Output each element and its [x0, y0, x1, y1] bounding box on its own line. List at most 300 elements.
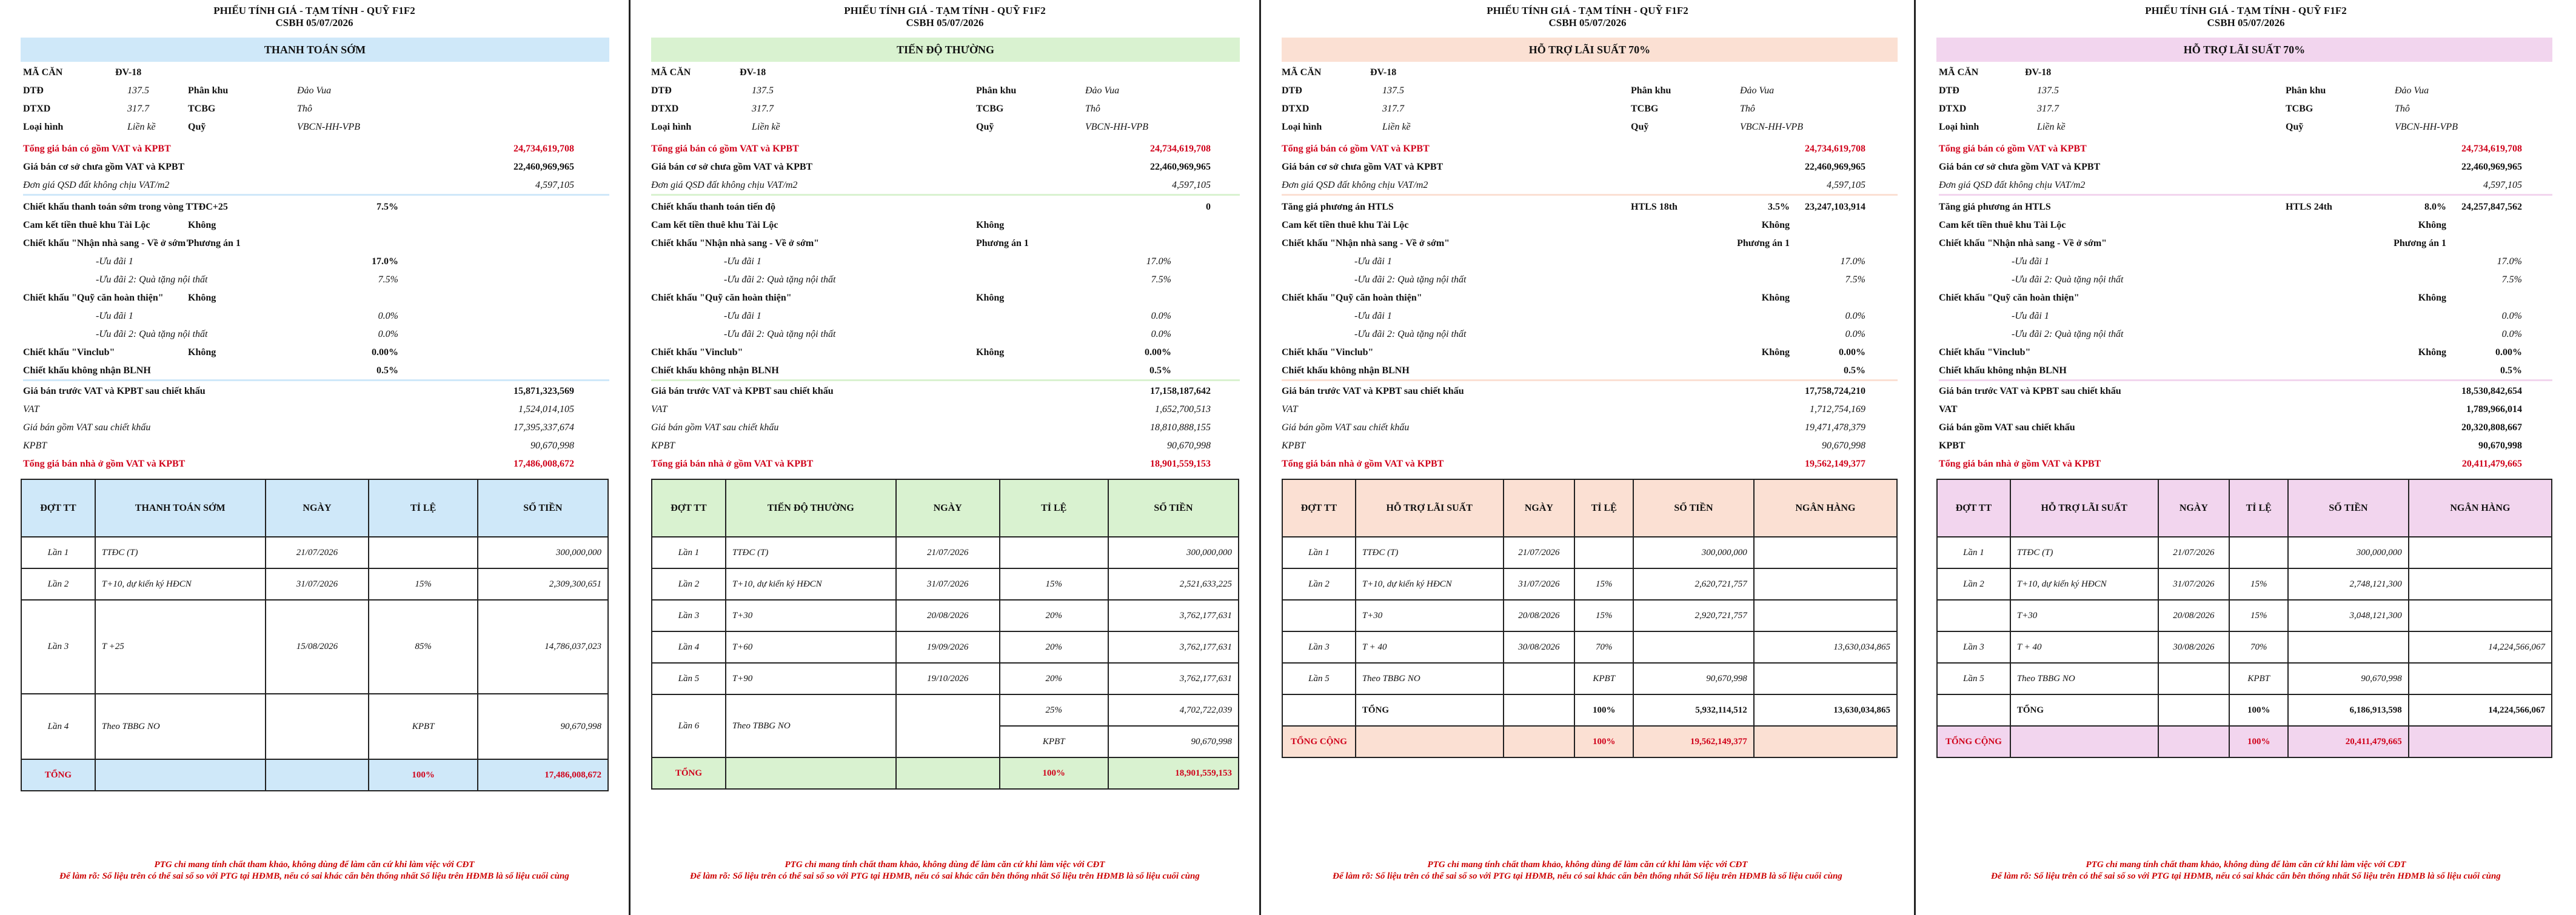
p2-option: Không — [976, 220, 1005, 230]
info-value-2: VBCN-HH-VPB — [2395, 122, 2458, 132]
payment-schedule-table — [1936, 479, 2552, 758]
info-value: ĐV-18 — [740, 67, 766, 78]
info-row — [1261, 82, 1914, 99]
divider — [1282, 379, 1898, 381]
p2-label: Chiết khấu "Vinclub" — [651, 347, 743, 358]
info-row — [0, 64, 629, 81]
table-row — [1937, 663, 2552, 694]
p2-label: Chiết khấu "Vinclub" — [23, 347, 115, 358]
info-label: DTXD — [651, 104, 679, 114]
table-cell: T + 40 — [1356, 631, 1504, 663]
table-cell: 19/09/2026 — [896, 631, 1000, 663]
table-cell — [2409, 663, 2552, 694]
p2-amount: 23,247,103,914 — [1805, 202, 1865, 212]
column-header: TIẾN ĐỘ THƯỜNG — [726, 479, 896, 537]
p1-label: Tổng giá bán có gồm VAT và KPBT — [1939, 144, 2087, 154]
p3-row — [631, 438, 1259, 454]
column-header: SỐ TIỀN — [1108, 479, 1239, 537]
p1-amount: 24,734,619,708 — [1805, 144, 1865, 154]
table-cell: Theo TBBG NO — [1356, 663, 1504, 694]
p1-row — [631, 141, 1259, 158]
p1-row — [1916, 177, 2576, 194]
p1-amount: 4,597,105 — [2483, 180, 2522, 190]
total-cell: TỔNG — [21, 759, 95, 791]
info-label: DTĐ — [1939, 85, 1959, 96]
p2-label: -Ưu đãi 2: Quà tặng nội thất — [96, 329, 208, 339]
info-label-2: Quỹ — [188, 122, 206, 132]
table-cell: 14,224,566,067 — [2409, 631, 2552, 663]
p3-amount: 90,670,998 — [2478, 441, 2522, 451]
info-label: DTĐ — [651, 85, 672, 96]
p2-row — [631, 290, 1259, 307]
info-value-2: Thô — [2395, 104, 2410, 114]
p2-label: -Ưu đãi 2: Quà tặng nội thất — [1354, 274, 1467, 285]
p3-label: VAT — [1282, 404, 1298, 414]
p2-label: Chiết khấu "Nhận nhà sang - Về ở sớm" — [1939, 238, 2107, 248]
p2-row — [631, 326, 1259, 343]
p2-row — [1261, 199, 1914, 216]
total-cell: 17,486,008,672 — [478, 759, 608, 791]
p2-rate: 0.5% — [1149, 365, 1171, 376]
p3-label: Tổng giá bán nhà ở gồm VAT và KPBT — [1282, 459, 1444, 469]
p3-label: Giá bán gồm VAT sau chiết khấu — [23, 422, 151, 433]
p2-rate: 0.00% — [1145, 347, 1171, 358]
table-cell: 70% — [1574, 631, 1633, 663]
info-label-2: TCBG — [976, 104, 1004, 114]
p2-label: Chiết khấu "Nhận nhà sang - Về ở sớm" — [1282, 238, 1450, 248]
p2-amount: 0.0% — [2501, 311, 2522, 321]
table-cell: Lần 2 — [1937, 568, 2010, 600]
p1-label: Tổng giá bán có gồm VAT và KPBT — [1282, 144, 1430, 154]
p2-row — [0, 217, 629, 234]
table-cell — [2158, 694, 2230, 726]
info-value: 137.5 — [2037, 85, 2059, 96]
table-cell: 30/08/2026 — [1504, 631, 1575, 663]
table-cell — [896, 694, 1000, 757]
info-value-2: Đảo Vua — [1085, 85, 1120, 96]
sheet-subtitle: CSBH 05/07/2026 — [2207, 17, 2285, 28]
disclaimer — [1916, 859, 2576, 882]
table-cell: 20% — [1000, 600, 1108, 631]
table-cell: 2,521,633,225 — [1108, 568, 1239, 600]
info-label-2: Phân khu — [1631, 85, 1671, 96]
info-value-2: Thô — [1740, 104, 1755, 114]
p3-label: Giá bán trước VAT và KPBT sau chiết khấu — [1282, 386, 1464, 396]
p3-row — [1916, 438, 2576, 454]
info-row — [1916, 82, 2576, 99]
p3-amount: 1,524,014,105 — [518, 404, 574, 414]
p2-row — [1261, 217, 1914, 234]
p3-label: KPBT — [651, 441, 675, 451]
p1-label: Giá bán cơ sở chưa gồm VAT và KPBT — [1282, 162, 1444, 172]
column-header: ĐỢT TT — [1282, 479, 1356, 537]
info-value: 137.5 — [752, 85, 774, 96]
p2-row — [1916, 290, 2576, 307]
sheet-title: PHIẾU TÍNH GIÁ - TẠM TÍNH - QUỸ F1F2 — [213, 5, 415, 16]
info-value: ĐV-18 — [1370, 67, 1397, 78]
p3-label: VAT — [651, 404, 667, 414]
p2-rate: 0.00% — [372, 347, 398, 358]
total-cell — [1356, 726, 1504, 757]
info-label: DTXD — [23, 104, 51, 114]
table-cell: 21/07/2026 — [896, 537, 1000, 568]
table-cell: 15% — [2229, 600, 2288, 631]
table-cell: 15% — [1574, 568, 1633, 600]
info-label-2: TCBG — [2286, 104, 2313, 114]
column-header: NGÂN HÀNG — [1754, 479, 1897, 537]
p2-row — [1261, 326, 1914, 343]
table-cell: 13,630,034,865 — [1754, 631, 1897, 663]
table-cell — [1574, 537, 1633, 568]
info-label: DTĐ — [1282, 85, 1302, 96]
total-cell: 100% — [369, 759, 477, 791]
table-cell: T+10, dự kiến ký HĐCN — [726, 568, 896, 600]
p2-amount: 0.0% — [1845, 311, 1865, 321]
table-cell: 90,670,998 — [478, 694, 608, 759]
info-label: Loại hình — [1282, 122, 1322, 132]
p2-rate: Phương án 1 — [2394, 238, 2446, 248]
p3-row — [0, 456, 629, 473]
p3-row — [1261, 456, 1914, 473]
info-value: Liền kề — [2037, 122, 2066, 132]
p3-row — [1261, 401, 1914, 418]
table-cell: TỔNG — [1356, 694, 1504, 726]
table-header-row — [1937, 479, 2552, 537]
p3-amount: 90,670,998 — [1167, 441, 1211, 451]
info-label: DTXD — [1939, 104, 1967, 114]
table-row — [1282, 631, 1897, 663]
info-value: 137.5 — [127, 85, 149, 96]
table-row — [652, 663, 1239, 694]
p2-row — [631, 271, 1259, 288]
p3-amount: 90,670,998 — [1822, 441, 1865, 451]
table-cell: 19/10/2026 — [896, 663, 1000, 694]
table-cell: KPBT — [2229, 663, 2288, 694]
p1-label: Giá bán cơ sở chưa gồm VAT và KPBT — [23, 162, 185, 172]
p3-amount: 90,670,998 — [530, 441, 574, 451]
p3-row — [1916, 401, 2576, 418]
p3-amount: 19,562,149,377 — [1805, 459, 1865, 469]
table-cell: 25% — [1000, 694, 1108, 726]
p2-label: Cam kết tiền thuê khu Tài Lộc — [651, 220, 778, 230]
p2-label: -Ưu đãi 2: Quà tặng nội thất — [1354, 329, 1467, 339]
table-row — [1282, 694, 1897, 726]
column-header: NGÀY — [266, 479, 369, 537]
info-row — [1261, 101, 1914, 118]
total-cell — [896, 757, 1000, 789]
info-value: 137.5 — [1382, 85, 1404, 96]
total-cell — [95, 759, 266, 791]
p3-amount: 17,486,008,672 — [514, 459, 574, 469]
table-cell — [1754, 663, 1897, 694]
p3-amount: 19,471,478,379 — [1805, 422, 1865, 433]
p2-rate: 7.5% — [376, 202, 398, 212]
table-cell: 300,000,000 — [1633, 537, 1753, 568]
info-value-2: Thô — [1085, 104, 1100, 114]
table-cell — [1633, 631, 1753, 663]
table-cell: Lần 5 — [1937, 663, 2010, 694]
table-cell: 100% — [1574, 694, 1633, 726]
table-cell: TTĐC (T) — [2010, 537, 2158, 568]
p2-row — [631, 199, 1259, 216]
payment-schedule-table — [1282, 479, 1898, 758]
column-header: SỐ TIỀN — [2288, 479, 2408, 537]
p3-label: Giá bán gồm VAT sau chiết khấu — [651, 422, 779, 433]
table-cell — [1754, 600, 1897, 631]
total-cell — [2010, 726, 2158, 757]
column-header: TỈ LỆ — [369, 479, 477, 537]
table-row — [1282, 600, 1897, 631]
info-row — [0, 119, 629, 136]
p3-row — [1261, 419, 1914, 436]
disclaimer-line-2: Để làm rõ: Số liệu trên có thể sai số so với PTG tại HĐMB, nếu có sai khác cẩn bên thống nhất Số liệu trên HĐMB là số liệu cuối cùng — [690, 871, 1200, 881]
table-row — [1937, 600, 2552, 631]
disclaimer-line-1: PTG chỉ mang tính chất tham khảo, không dùng để làm căn cứ khi làm việc với CĐT — [2086, 860, 2406, 870]
column-header: SỐ TIỀN — [478, 479, 608, 537]
p3-row — [1916, 456, 2576, 473]
p3-amount: 18,901,559,153 — [1150, 459, 1211, 469]
total-cell — [2409, 726, 2552, 757]
p2-row — [631, 362, 1259, 379]
p1-amount: 22,460,969,965 — [1805, 162, 1865, 172]
total-cell: 19,562,149,377 — [1633, 726, 1753, 757]
pricing-section — [631, 62, 1259, 778]
table-cell: 2,620,721,757 — [1633, 568, 1753, 600]
info-value: ĐV-18 — [115, 67, 142, 78]
table-cell: 70% — [2229, 631, 2288, 663]
total-cell — [1504, 726, 1575, 757]
column-header: NGÀY — [1504, 479, 1575, 537]
p3-row — [1261, 438, 1914, 454]
info-label: DTXD — [1282, 104, 1310, 114]
p2-rate: 0.0% — [378, 311, 398, 321]
table-cell: T+10, dự kiến ký HĐCN — [2010, 568, 2158, 600]
p2-label: Chiết khấu "Vinclub" — [1939, 347, 2031, 358]
table-cell: 15% — [369, 568, 477, 600]
payment-schedule-table — [21, 479, 609, 791]
info-label-2: Quỹ — [976, 122, 994, 132]
table-row — [21, 537, 608, 568]
info-value: 317.7 — [2037, 104, 2059, 114]
table-row — [1937, 537, 2552, 568]
disclaimer — [1261, 859, 1914, 882]
payment-schedule-table — [651, 479, 1239, 790]
table-cell: T+30 — [726, 600, 896, 631]
p2-row — [0, 253, 629, 270]
p2-row — [1261, 362, 1914, 379]
info-value-2: VBCN-HH-VPB — [297, 122, 360, 132]
table-cell: 100% — [2229, 694, 2288, 726]
p3-row — [0, 438, 629, 454]
table-cell: T+90 — [726, 663, 896, 694]
p2-label: -Ưu đãi 1 — [1354, 311, 1392, 321]
table-cell: 2,920,721,757 — [1633, 600, 1753, 631]
p3-label: KPBT — [1282, 441, 1306, 451]
p1-row — [1916, 159, 2576, 176]
p2-row — [1261, 235, 1914, 252]
info-row — [631, 82, 1259, 99]
p1-row — [1261, 141, 1914, 158]
table-cell: KPBT — [1574, 663, 1633, 694]
p2-rate: Không — [1761, 347, 1790, 358]
table-cell: 14,224,566,067 — [2409, 694, 2552, 726]
disclaimer-line-2: Để làm rõ: Số liệu trên có thể sai số so với PTG tại HĐMB, nếu có sai khác cẩn bên thống nhất Số liệu trên HĐMB là số liệu cuối cùng — [1333, 871, 1842, 881]
p1-row — [0, 177, 629, 194]
info-label: Loại hình — [23, 122, 64, 132]
table-cell: Lần 3 — [652, 600, 726, 631]
table-cell: 15% — [2229, 568, 2288, 600]
table-row — [652, 600, 1239, 631]
p2-label: Chiết khấu "Quỹ căn hoàn thiện" — [23, 293, 164, 303]
p2-rate: 0.0% — [378, 329, 398, 339]
info-row — [1916, 64, 2576, 81]
p2-rate: 3.5% — [1768, 202, 1790, 212]
table-cell: KPBT — [1000, 726, 1108, 757]
info-row — [1261, 64, 1914, 81]
p1-label: Đơn giá QSD đất không chịu VAT/m2 — [23, 180, 170, 190]
table-cell: 90,670,998 — [1108, 726, 1239, 757]
p1-row — [1261, 159, 1914, 176]
info-label: Loại hình — [1939, 122, 1979, 132]
table-cell — [1000, 537, 1108, 568]
sheet-title: PHIẾU TÍNH GIÁ - TẠM TÍNH - QUỸ F1F2 — [1487, 5, 1688, 16]
p1-label: Tổng giá bán có gồm VAT và KPBT — [651, 144, 799, 154]
table-cell: Lần 1 — [21, 537, 95, 568]
column-header: TỈ LỆ — [1000, 479, 1108, 537]
info-label: MÃ CĂN — [23, 67, 63, 78]
section-band: TIẾN ĐỘ THƯỜNG — [651, 38, 1240, 62]
sheet-title: PHIẾU TÍNH GIÁ - TẠM TÍNH - QUỸ F1F2 — [2145, 5, 2347, 16]
p1-row — [0, 141, 629, 158]
table-cell: Lần 6 — [652, 694, 726, 757]
table-cell: 90,670,998 — [2288, 663, 2408, 694]
table-row — [1282, 537, 1897, 568]
p1-amount: 4,597,105 — [1172, 180, 1211, 190]
table-cell: 3,762,177,631 — [1108, 600, 1239, 631]
p1-label: Đơn giá QSD đất không chịu VAT/m2 — [1282, 180, 1428, 190]
p2-amount: 0.00% — [2495, 347, 2522, 358]
info-label-2: Phân khu — [2286, 85, 2326, 96]
p2-label: Chiết khấu không nhận BLNH — [1282, 365, 1410, 376]
total-cell: 20,411,479,665 — [2288, 726, 2408, 757]
p2-row — [0, 362, 629, 379]
p2-row — [631, 253, 1259, 270]
p3-label: Giá bán trước VAT và KPBT sau chiết khấu — [651, 386, 834, 396]
info-value: 317.7 — [752, 104, 774, 114]
p2-label: Chiết khấu "Quỹ căn hoàn thiện" — [1939, 293, 2079, 303]
table-row — [1937, 694, 2552, 726]
table-total-row — [652, 757, 1239, 789]
p3-label: KPBT — [1939, 441, 1965, 451]
table-cell: Lần 2 — [1282, 568, 1356, 600]
table-cell: 21/07/2026 — [266, 537, 369, 568]
table-cell — [1937, 600, 2010, 631]
p1-row — [631, 159, 1259, 176]
table-cell — [1282, 694, 1356, 726]
table-cell: T+10, dự kiến ký HĐCN — [95, 568, 266, 600]
info-label-2: Phân khu — [976, 85, 1017, 96]
table-cell: TTĐC (T) — [726, 537, 896, 568]
table-cell: 3,762,177,631 — [1108, 663, 1239, 694]
info-row — [1916, 119, 2576, 136]
p2-label: -Ưu đãi 2: Quà tặng nội thất — [96, 274, 208, 285]
p2-rate: Không — [2418, 347, 2446, 358]
table-row — [1282, 568, 1897, 600]
sheet-ho-tro-lai-suat-24 — [1916, 0, 2576, 915]
table-cell — [1282, 600, 1356, 631]
table-total-row — [1282, 726, 1897, 757]
info-value-2: Đảo Vua — [297, 85, 332, 96]
info-label: DTĐ — [23, 85, 44, 96]
p2-row — [1261, 308, 1914, 325]
sheet-thanh-toan-som — [0, 0, 631, 915]
p2-row — [0, 308, 629, 325]
p2-label: Chiết khấu thanh toán tiến độ — [651, 202, 775, 212]
divider — [1939, 379, 2552, 381]
table-cell — [1504, 694, 1575, 726]
table-cell: Theo TBBG NO — [2010, 663, 2158, 694]
p2-option: Không — [188, 347, 216, 358]
table-cell — [2409, 568, 2552, 600]
column-header: HỖ TRỢ LÃI SUẤT — [2010, 479, 2158, 537]
table-row — [1282, 663, 1897, 694]
disclaimer-line-2: Để làm rõ: Số liệu trên có thể sai số so với PTG tại HĐMB, nếu có sai khác cẩn bên thống nhất Số liệu trên HĐMB là số liệu cuối cùng — [59, 871, 569, 881]
table-cell — [1754, 568, 1897, 600]
p2-amount: 0.0% — [1845, 329, 1865, 339]
p2-label: -Ưu đãi 1 — [724, 256, 761, 267]
p2-label: -Ưu đãi 2: Quà tặng nội thất — [2012, 274, 2124, 285]
p2-option: HTLS 18th — [1631, 202, 1678, 212]
column-header: ĐỢT TT — [21, 479, 95, 537]
p2-amount: 17.0% — [1840, 256, 1865, 267]
info-row — [631, 119, 1259, 136]
table-cell: Theo TBBG NO — [95, 694, 266, 759]
info-value-2: Thô — [297, 104, 312, 114]
column-header: ĐỢT TT — [652, 479, 726, 537]
p2-amount: 0.0% — [2501, 329, 2522, 339]
p2-label: Tăng giá phương án HTLS — [1282, 202, 1394, 212]
p2-row — [1261, 271, 1914, 288]
disclaimer — [631, 859, 1259, 882]
table-cell: Lần 1 — [1937, 537, 2010, 568]
table-cell: 31/07/2026 — [1504, 568, 1575, 600]
info-row — [631, 64, 1259, 81]
table-cell — [1937, 694, 2010, 726]
p2-option: Phương án 1 — [188, 238, 241, 248]
p2-label: -Ưu đãi 2: Quà tặng nội thất — [724, 329, 836, 339]
p1-amount: 24,734,619,708 — [1150, 144, 1211, 154]
table-cell: 3,762,177,631 — [1108, 631, 1239, 663]
p2-option: Không — [188, 220, 216, 230]
table-cell: T+60 — [726, 631, 896, 663]
disclaimer-line-1: PTG chỉ mang tính chất tham khảo, không dùng để làm căn cứ khi làm việc với CĐT — [785, 860, 1105, 870]
sheet-subtitle: CSBH 05/07/2026 — [906, 17, 984, 28]
p1-amount: 24,734,619,708 — [514, 144, 574, 154]
p3-row — [1916, 419, 2576, 436]
info-value: ĐV-18 — [2025, 67, 2052, 78]
column-header: THANH TOÁN SỚM — [95, 479, 266, 537]
table-cell: Theo TBBG NO — [726, 694, 896, 757]
column-header: TỈ LỆ — [2229, 479, 2288, 537]
p2-row — [1261, 344, 1914, 361]
p2-row — [1916, 217, 2576, 234]
p3-row — [0, 383, 629, 400]
p3-row — [0, 419, 629, 436]
p2-rate: 0.0% — [1151, 311, 1171, 321]
p2-rate: 0.0% — [1151, 329, 1171, 339]
disclaimer-line-1: PTG chỉ mang tính chất tham khảo, không dùng để làm căn cứ khi làm việc với CĐT — [154, 860, 475, 870]
p2-label: -Ưu đãi 2: Quà tặng nội thất — [724, 274, 836, 285]
